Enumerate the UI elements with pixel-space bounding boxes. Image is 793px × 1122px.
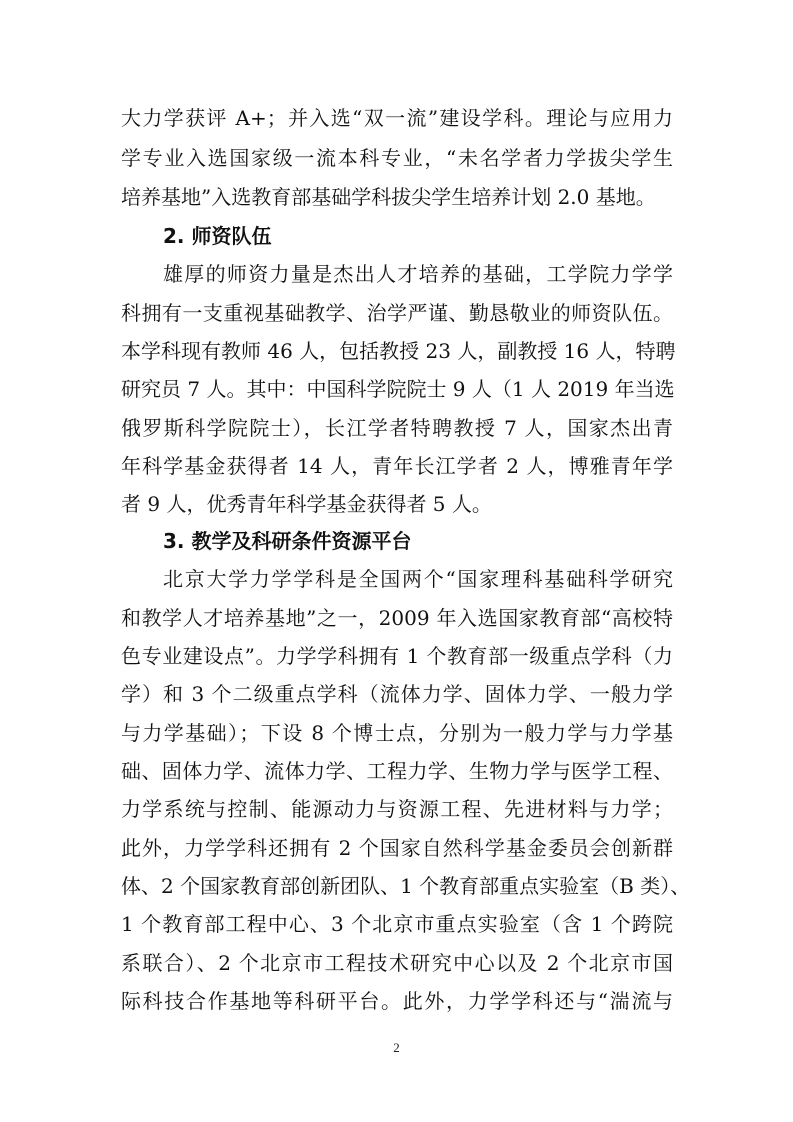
section-heading-faculty: 2. 师资队伍 (163, 224, 272, 248)
paragraph-line: 1 个教育部工程中心、3 个北京市重点实验室（含 1 个跨院 (121, 912, 673, 936)
paragraph-line: 大力学获评 A+；并入选“双一流”建设学科。理论与应用力 (121, 106, 673, 130)
paragraph-line: 与力学基础）；下设 8 个博士点，分别为一般力学与力学基 (121, 721, 673, 745)
paragraph-line: 年科学基金获得者 14 人，青年长江学者 2 人，博雅青年学 (121, 454, 673, 478)
paragraph-line: 研究员 7 人。其中：中国科学院院士 9 人（1 人 2019 年当选 (121, 377, 675, 401)
paragraph-line: 学专业入选国家级一流本科专业，“未名学者力学拔尖学生 (121, 146, 673, 170)
paragraph-line: 际科技合作基地等科研平台。此外，力学学科还与“湍流与 (121, 989, 673, 1013)
page-number: 2 (393, 1040, 400, 1055)
paragraph-line: 科拥有一支重视基础教学、治学严谨、勤恳敬业的师资队伍。 (121, 301, 673, 325)
paragraph-line: 俄罗斯科学院院士），长江学者特聘教授 7 人，国家杰出青 (121, 416, 673, 440)
paragraph-line: 此外，力学学科还拥有 2 个国家自然科学基金委员会创新群 (121, 836, 673, 860)
paragraph-line: 培养基地”入选教育部基础学科拔尖学生培养计划 2.0 基地。 (121, 185, 656, 209)
paragraph-line: 学）和 3 个二级重点学科（流体力学、固体力学、一般力学 (121, 682, 673, 706)
paragraph-line: 系联合）、2 个北京市工程技术研究中心以及 2 个北京市国 (121, 951, 673, 975)
paragraph-line: 色专业建设点”。力学学科拥有 1 个教育部一级重点学科（力 (121, 644, 673, 668)
paragraph-line: 础、固体力学、流体力学、工程力学、生物力学与医学工程、 (121, 759, 673, 783)
paragraph-line: 和教学人才培养基地”之一，2009 年入选国家教育部“高校特 (121, 606, 673, 630)
paragraph-line: 力学系统与控制、能源动力与资源工程、先进材料与力学； (121, 797, 673, 821)
section-heading-platforms: 3. 教学及科研条件资源平台 (163, 529, 412, 553)
paragraph-line: 者 9 人，优秀青年科学基金获得者 5 人。 (121, 492, 492, 516)
paragraph-line: 北京大学力学学科是全国两个“国家理科基础科学研究 (163, 567, 673, 591)
paragraph-line: 雄厚的师资力量是杰出人才培养的基础，工学院力学学 (163, 262, 673, 286)
paragraph-line: 本学科现有教师 46 人，包括教授 23 人，副教授 16 人，特聘 (121, 339, 676, 363)
paragraph-line: 体、2 个国家教育部创新团队、1 个教育部重点实验室（B 类）、 (121, 874, 691, 898)
